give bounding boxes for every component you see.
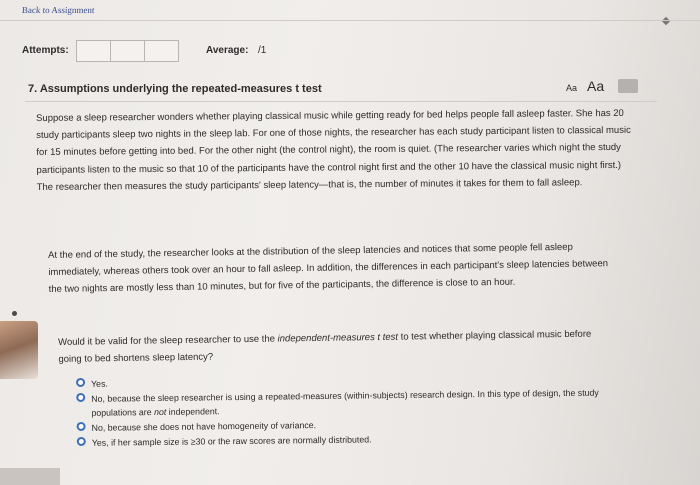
attempt-box [144,40,179,62]
back-to-assignment-link[interactable]: Back to Assignment [21,5,95,15]
option-text-end: independent. [166,406,220,417]
cursor-icon [662,17,670,25]
bottom-tab [0,468,60,485]
results-paragraph: At the end of the study, the researcher looks at the distribution of the sleep latencies and notices that some people fell asleep immediately, whereas others took over an hour to fall asleep. In addition, the differences in each participant's sleep latencies between the two nights are mostly less than 10 minutes, but for five of the participants, the difference is close to an hour. [48,241,609,296]
attempt-box [76,40,111,62]
question-title: 7. Assumptions underlying the repeated-measures t test [28,83,322,95]
radio-button[interactable] [76,393,85,402]
option-text: No, because the sleep researcher is using a repeated-measures (within-subjects) research design. In this type of design, the study populations are [91,387,599,418]
attempt-box [110,40,145,62]
attempts-label: Attempts: [22,45,69,56]
increase-font-button[interactable]: Aa [587,78,605,94]
option-text: Yes. [91,378,108,389]
option-text: No, because she does not have homogeneity of variance. [91,420,317,433]
option-emphasis: not [153,406,167,418]
header-divider [0,20,700,21]
prompt-text: Would it be valid for the sleep researcher to use the [58,333,278,348]
radio-button[interactable] [76,378,85,387]
avatar [0,321,38,379]
option-label [92,418,317,435]
radio-button[interactable] [77,422,86,431]
average-value: /1 [258,45,267,56]
question-prompt [58,325,603,368]
print-icon[interactable] [618,79,638,93]
option-label [91,377,108,391]
bullet-dot [12,311,17,316]
radio-button[interactable] [77,437,86,446]
title-divider [25,101,657,102]
average-label: Average: [206,45,249,56]
option-text: Yes, if her sample size is ≥30 or the raw scores are normally distributed. [91,434,372,448]
option-label [92,432,372,449]
decrease-font-button[interactable]: Aa [566,83,578,93]
scenario-paragraph: Suppose a sleep researcher wonders whether playing classical music while getting ready for bed helps people fall asleep faster. She has 20 study participants sleep two nights in the sleep lab. For one of those nights, the researcher has each study participant listen to classical music for 15 minutes before getting into bed. For the other night (the control night), the room is quiet. (The researcher varies which night the study participants listen to the music so that 10 of the participants have the control night first and the other 10 have the classical music night first.) The researcher then measures the study participants' sleep latency—that is, the number of minutes it takes for them to fall asleep. [36,107,631,193]
prompt-emphasis: independent-measures t test [277,331,399,345]
answer-options [76,370,617,451]
attempts-indicator [76,40,178,62]
prompt-text-end: to test whether playing classical music before going to bed shortens sleep latency? [58,328,592,366]
